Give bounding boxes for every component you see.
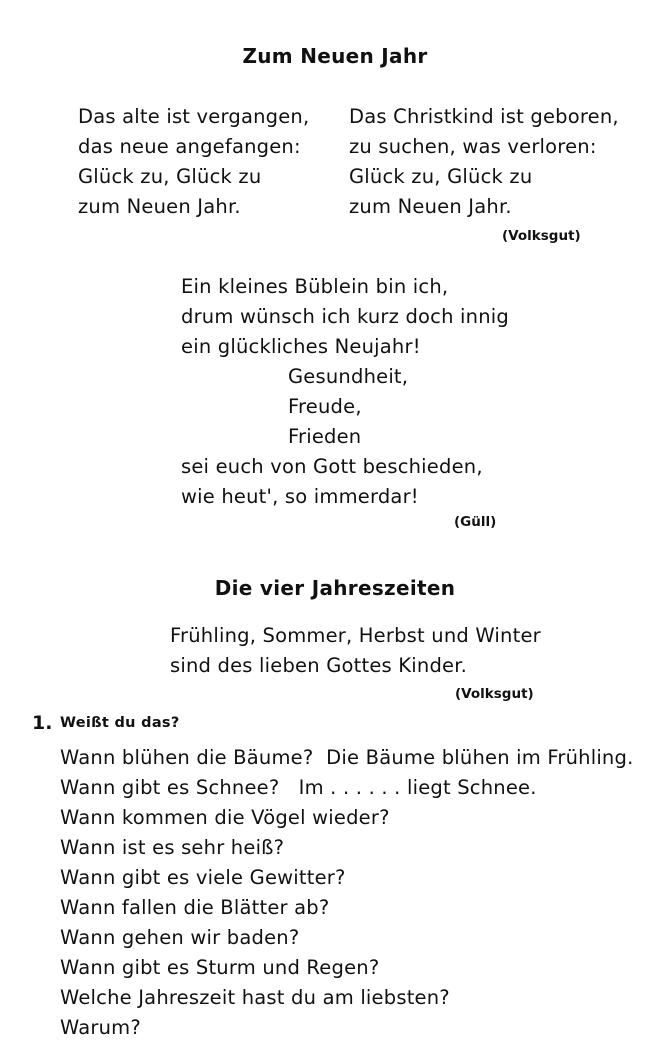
poem2-line: Freude, bbox=[288, 395, 362, 418]
poem1-right-line: Glück zu, Glück zu bbox=[349, 165, 533, 188]
question-line: Wann kommen die Vögel wieder? bbox=[60, 806, 390, 829]
poem2-line: Gesundheit, bbox=[288, 365, 409, 388]
poem3-line: Frühling, Sommer, Herbst und Winter bbox=[170, 624, 541, 647]
poem3-stanza bbox=[170, 621, 541, 681]
poem1-right-line: zum Neuen Jahr. bbox=[349, 195, 512, 218]
exercise-number: 1. bbox=[32, 712, 53, 734]
poem2-line: sei euch von Gott beschieden, bbox=[181, 455, 483, 478]
exercise-questions bbox=[60, 743, 633, 1043]
question-line: Warum? bbox=[60, 1016, 141, 1039]
poem1-title: Zum Neuen Jahr bbox=[242, 44, 428, 68]
poem1-right-line: zu suchen, was verloren: bbox=[349, 135, 597, 158]
poem3-source: (Volksgut) bbox=[455, 686, 534, 702]
question-line: Wann gibt es Schnee? Im . . . . . . liegt Schnee. bbox=[60, 776, 537, 799]
poem1-right-line: Das Christkind ist geboren, bbox=[349, 105, 619, 128]
question-line: Wann gibt es viele Gewitter? bbox=[60, 866, 346, 889]
poem2-line: Frieden bbox=[288, 425, 362, 448]
exercise-heading: Weißt du das? bbox=[60, 715, 180, 731]
poem2-line: drum wünsch ich kurz doch innig bbox=[181, 305, 509, 328]
poem1-left-line: Glück zu, Glück zu bbox=[78, 165, 262, 188]
poem2-line: wie heut', so immerdar! bbox=[181, 485, 419, 508]
poem2-stanza bbox=[181, 272, 509, 512]
question-line: Wann blühen die Bäume? Die Bäume blühen im Frühling. bbox=[60, 746, 634, 769]
poem1-left-stanza bbox=[78, 102, 309, 222]
poem1-source: (Volksgut) bbox=[502, 228, 581, 244]
question-line: Wann gibt es Sturm und Regen? bbox=[60, 956, 380, 979]
poem2-source: (Güll) bbox=[454, 514, 497, 530]
question-line: Wann fallen die Blätter ab? bbox=[60, 896, 330, 919]
poem2-line: ein glückliches Neujahr! bbox=[181, 335, 421, 358]
question-line: Welche Jahreszeit hast du am liebsten? bbox=[60, 986, 450, 1009]
question-line: Wann gehen wir baden? bbox=[60, 926, 300, 949]
poem1-left-line: Das alte ist vergangen, bbox=[78, 105, 310, 128]
poem1-left-line: zum Neuen Jahr. bbox=[78, 195, 241, 218]
poem1-right-stanza bbox=[349, 102, 619, 222]
poem1-left-line: das neue angefangen: bbox=[78, 135, 301, 158]
poem3-line: sind des lieben Gottes Kinder. bbox=[170, 654, 468, 677]
poem2-line: Ein kleines Büblein bin ich, bbox=[181, 275, 449, 298]
poem3-title: Die vier Jahreszeiten bbox=[214, 576, 456, 600]
question-line: Wann ist es sehr heiß? bbox=[60, 836, 285, 859]
